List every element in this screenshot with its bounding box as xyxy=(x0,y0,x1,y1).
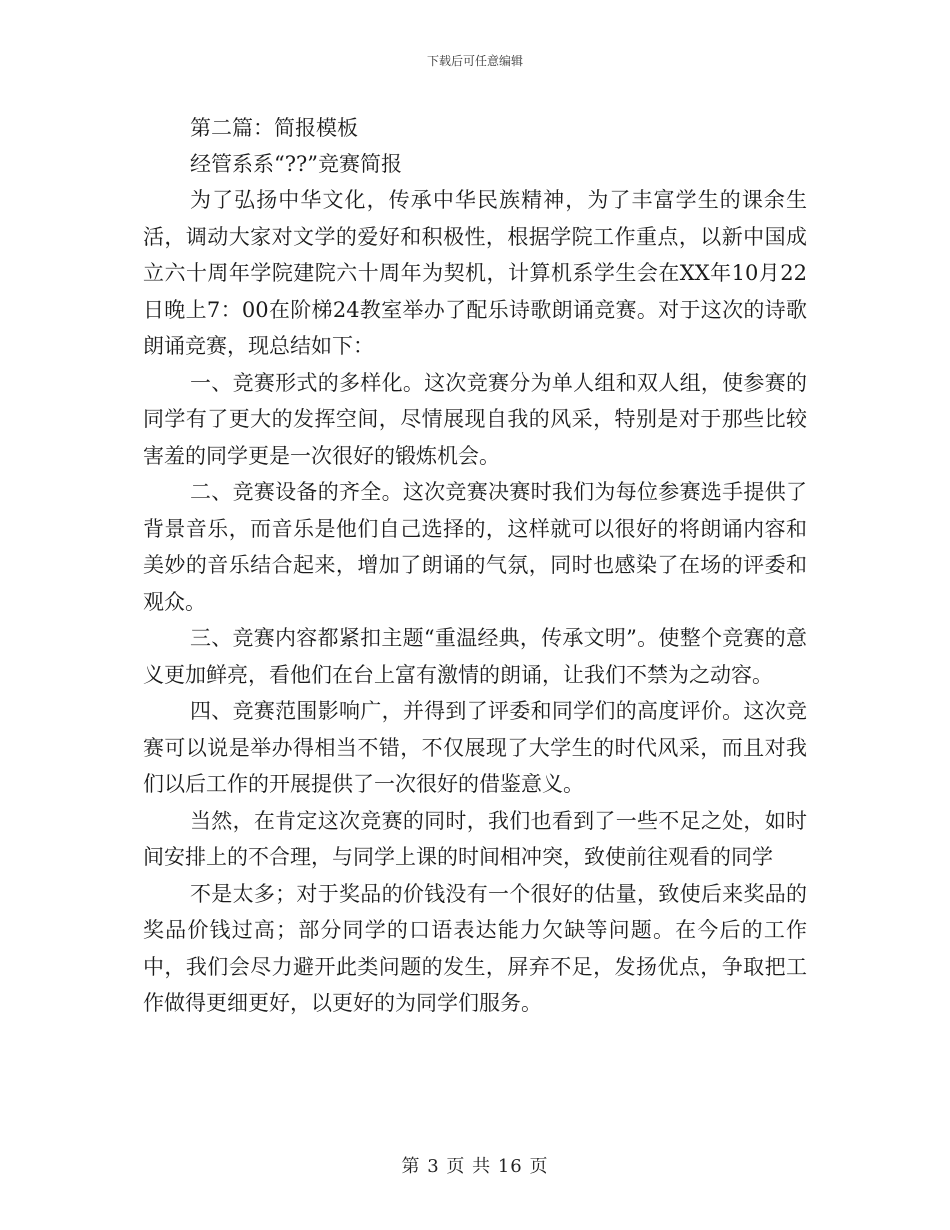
section-title: 第二篇：简报模板 xyxy=(190,116,358,140)
page-number: 第 3 页 共 16 页 xyxy=(401,1156,549,1177)
paragraph-point-2: 二、竞赛设备的齐全。这次竞赛决赛时我们为每位参赛选手提供了背景音乐，而音乐是他们自己选择的，这样就可以很好的将朗诵内容和美妙的音乐结合起来，增加了朗诵的气氛，同时也感染了在场的评委和观众。 xyxy=(143,480,807,614)
report-title: 经管系系“??”竞赛简报 xyxy=(190,152,402,176)
paragraph-point-4: 四、竞赛范围影响广，并得到了评委和同学们的高度评价。这次竞赛可以说是举办得相当不错，不仅展现了大学生的时代风采，而且对我们以后工作的开展提供了一次很好的借鉴意义。 xyxy=(143,699,807,796)
paragraph-conclusion: 不是太多；对于奖品的价钱没有一个很好的估量，致使后来奖品的奖品价钱过高；部分同学的口语表达能力欠缺等问题。在今后的工作中，我们会尽力避开此类问题的发生，屏弃不足，发扬优点，争取把工作做得更细更好，以更好的为同学们服务。 xyxy=(143,881,807,1015)
paragraph-point-1: 一、竞赛形式的多样化。这次竞赛分为单人组和双人组，使参赛的同学有了更大的发挥空间，尽情展现自我的风采，特别是对于那些比较害羞的同学更是一次很好的锻炼机会。 xyxy=(143,370,807,468)
header-note: 下载后可任意编辑 xyxy=(426,54,523,68)
document-body xyxy=(143,110,807,1022)
paragraph-intro: 为了弘扬中华文化，传承中华民族精神，为了丰富学生的课余生活，调动大家对文学的爱好和积极性，根据学院工作重点，以新中国成立六十周年学院建院六十周年为契机，计算机系学生会在XX年10月22日晚上7：00在阶梯24教室举办了配乐诗歌朗诵竞赛。对于这次的诗歌朗诵竞赛，现总结如下： xyxy=(143,188,807,358)
paragraph-shortcomings: 当然，在肯定这次竞赛的同时，我们也看到了一些不足之处，如时间安排上的不合理，与同学上课的时间相冲突，致使前往观看的同学 xyxy=(143,808,807,869)
paragraph-point-3: 三、竞赛内容都紧扣主题“重温经典，传承文明”。使整个竞赛的意义更加鲜亮，看他们在台上富有激情的朗诵，让我们不禁为之动容。 xyxy=(143,626,807,687)
